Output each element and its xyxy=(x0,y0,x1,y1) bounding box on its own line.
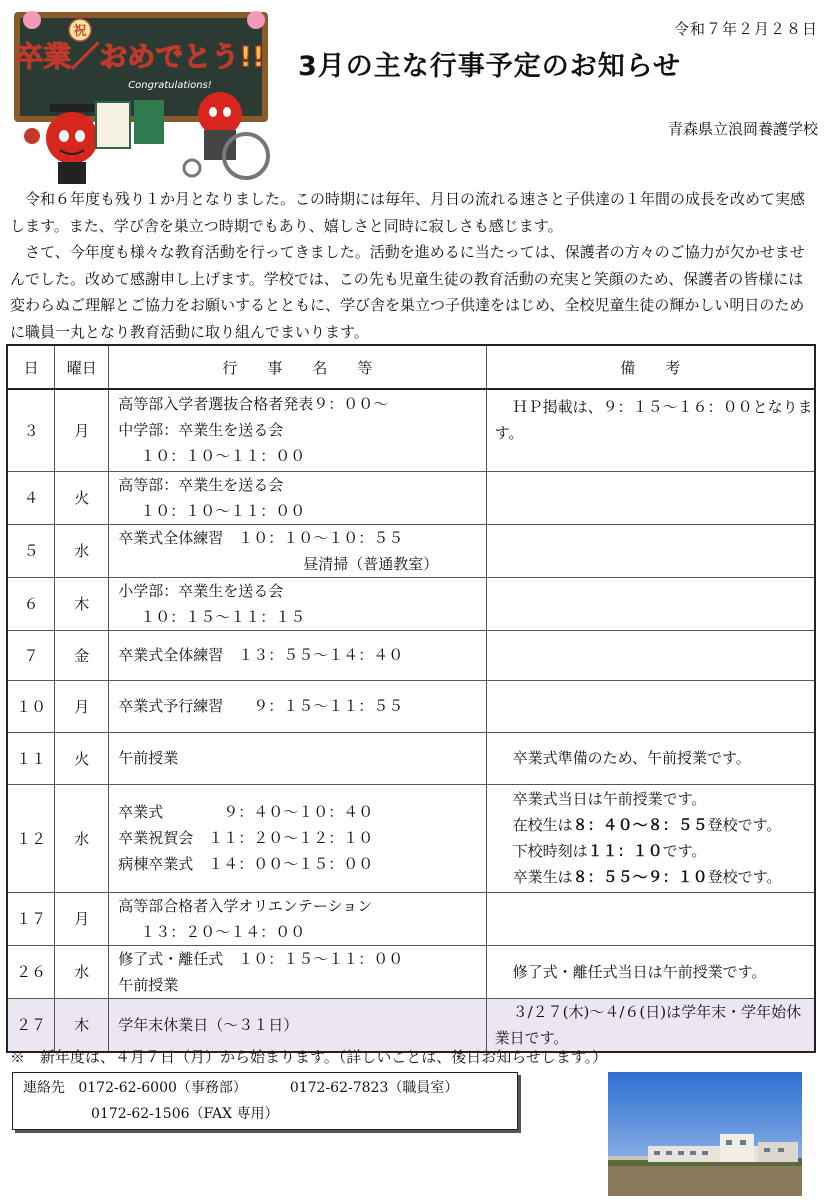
table-row xyxy=(7,389,815,471)
table-row xyxy=(7,630,815,680)
header-event: 行 事 名 等 xyxy=(109,345,486,389)
table-row xyxy=(7,892,815,945)
contact-label: 連絡先 xyxy=(23,1080,65,1096)
day-cell: ６ xyxy=(7,577,55,630)
note-line: 卒業式当日は午前授業です。 xyxy=(512,790,707,808)
time-emphasis: ８：４０〜８：５５ xyxy=(572,816,708,834)
time-emphasis: ８：５５〜９：１０ xyxy=(572,868,708,886)
event-line: １３：２０〜１４：００ xyxy=(140,922,306,941)
event-line: 卒業祝賀会 １１：２０〜１２：１０ xyxy=(118,829,374,847)
event-schedule-table xyxy=(6,344,816,1053)
event-line: 修了式・離任式 １０：１５〜１１：００ xyxy=(118,949,404,968)
note-line: 卒業生は８：５５〜９：１０登校です。 xyxy=(512,868,782,886)
weekday-cell: 火 xyxy=(55,471,109,524)
event-cell xyxy=(109,471,486,524)
event-line: １０：１５〜１１：１５ xyxy=(140,607,306,626)
diploma-case-icon xyxy=(134,100,164,144)
banner-headline: 卒業／おめでとう!! xyxy=(15,40,265,73)
note-line: 在校生は８：４０〜８：５５登校です。 xyxy=(512,816,782,834)
event-cell: 学年末休業日（〜３１日） xyxy=(109,998,486,1052)
intro-text xyxy=(10,186,818,345)
note-cell: 卒業式準備のため、午前授業です。 xyxy=(486,732,815,784)
table-header-row xyxy=(7,345,815,389)
event-cell xyxy=(109,389,486,471)
banner-subtitle: Congratulations! xyxy=(128,80,212,91)
day-cell: １１ xyxy=(7,732,55,784)
weekday-cell: 月 xyxy=(55,389,109,471)
page-title: 3月の主な行事予定のお知らせ xyxy=(298,51,681,82)
note-cell xyxy=(486,524,815,577)
table-row xyxy=(7,998,815,1052)
event-line: 午前授業 xyxy=(118,975,179,994)
office-phone: 0172-62-6000（事務部） xyxy=(78,1080,247,1096)
school-building-photo xyxy=(608,1072,802,1196)
day-cell: ５ xyxy=(7,524,55,577)
weekday-cell: 火 xyxy=(55,732,109,784)
fax-number: 0172-62-1506（FAX 専用） xyxy=(91,1106,279,1122)
note-cell xyxy=(486,784,815,892)
note-cell xyxy=(486,630,815,680)
header-day: 日 xyxy=(7,345,55,389)
event-cell: 卒業式予行練習 ９：１５〜１１：５５ xyxy=(109,680,486,732)
note-cell xyxy=(486,680,815,732)
contact-line xyxy=(23,1075,517,1101)
event-line: 昼清掃（普通教室） xyxy=(303,554,439,573)
table-row xyxy=(7,945,815,998)
weekday-cell: 月 xyxy=(55,680,109,732)
intro-paragraph: さて、今年度も様々な教育活動を行ってきました。活動を進めるに当たっては、保護者の方々のご協力が欠かせませんでした。改めて感謝申し上げます。学校では、この先も児童生徒の教育活動の充実と笑顔のため、保護者の皆様には変わらぬご理解とご協力をお願いするとともに、学び舎を巣立つ子供達をはじめ、全校児童生徒の輝かしい明日のために職員一丸となり教育活動に取り組んでまいります。 xyxy=(10,243,805,341)
note-cell xyxy=(486,577,815,630)
event-line: 高等部：卒業生を送る会 xyxy=(118,475,284,494)
table-row xyxy=(7,471,815,524)
event-cell xyxy=(109,945,486,998)
event-cell xyxy=(109,892,486,945)
staff-room-phone: 0172-62-7823（職員室） xyxy=(289,1080,459,1096)
note-cell: ３/２７(木)〜４/６(日)は学年末・学年始休業日です。 xyxy=(486,998,815,1052)
table-row xyxy=(7,732,815,784)
note-cell xyxy=(486,471,815,524)
note-cell: 修了式・離任式当日は午前授業です。 xyxy=(486,945,815,998)
day-cell: ２７ xyxy=(7,998,55,1052)
day-cell: １０ xyxy=(7,680,55,732)
event-cell: 午前授業 xyxy=(109,732,486,784)
weekday-cell: 金 xyxy=(55,630,109,680)
day-cell: ７ xyxy=(7,630,55,680)
contact-box xyxy=(12,1072,518,1130)
note-cell xyxy=(486,892,815,945)
event-cell xyxy=(109,524,486,577)
weekday-cell: 木 xyxy=(55,998,109,1052)
time-emphasis: １１：１０ xyxy=(587,842,663,860)
event-cell xyxy=(109,784,486,892)
graduation-banner-illustration xyxy=(10,6,272,186)
day-cell: １７ xyxy=(7,892,55,945)
table-row xyxy=(7,577,815,630)
event-line: 病棟卒業式 １４：００〜１５：００ xyxy=(118,855,374,873)
school-name: 青森県立浪岡養護学校 xyxy=(667,120,818,138)
event-line: 高等部合格者入学オリエンテーション xyxy=(118,896,373,915)
note-cell: ＨＰ掲載は、９：１５〜１６：００となります。 xyxy=(486,389,815,471)
flower-icon xyxy=(247,11,265,29)
flower-icon xyxy=(23,11,41,29)
footnote: ※ 新年度は、４月７日（月）から始まります。（詳しいことは、後日お知らせします。） xyxy=(10,1048,608,1066)
weekday-cell: 水 xyxy=(55,945,109,998)
event-line: 中学部：卒業生を送る会 xyxy=(118,421,284,440)
event-line: 卒業式全体練習 １０：１０〜１０：５５ xyxy=(118,528,404,547)
weekday-cell: 木 xyxy=(55,577,109,630)
day-cell: ４ xyxy=(7,471,55,524)
table-row xyxy=(7,524,815,577)
intro-paragraph: 令和６年度も残り１か月となりました。この時期には毎年、月日の流れる速さと子供達の１年間の成長を改めて実感します。また、学び舎を巣立つ時期でもあり、嬉しさと同時に寂しさも感じます。 xyxy=(10,190,806,235)
event-line: １０：１０〜１１：００ xyxy=(140,501,306,520)
event-line: 卒業式 ９：４０〜１０：４０ xyxy=(118,803,374,821)
event-line: 高等部入学者選抜合格者発表９：００〜 xyxy=(118,395,389,414)
header-weekday: 曜日 xyxy=(55,345,109,389)
notice-date: 令和７年２月２８日 xyxy=(673,20,818,38)
bouquet-icon xyxy=(24,128,40,144)
event-line: １０：１０〜１１：００ xyxy=(140,447,306,466)
event-cell xyxy=(109,577,486,630)
table-row xyxy=(7,680,815,732)
day-cell: ３ xyxy=(7,389,55,471)
banner-badge: 祝 xyxy=(73,24,87,39)
weekday-cell: 水 xyxy=(55,524,109,577)
weekday-cell: 月 xyxy=(55,892,109,945)
note-line: 下校時刻は１１：１０です。 xyxy=(512,842,707,860)
table-row xyxy=(7,784,815,892)
header-notes: 備 考 xyxy=(486,345,815,389)
day-cell: １２ xyxy=(7,784,55,892)
event-line: 小学部：卒業生を送る会 xyxy=(118,581,284,600)
weekday-cell: 水 xyxy=(55,784,109,892)
event-cell: 卒業式全体練習 １３：５５〜１４：４０ xyxy=(109,630,486,680)
day-cell: ２６ xyxy=(7,945,55,998)
diploma-icon xyxy=(96,102,130,148)
